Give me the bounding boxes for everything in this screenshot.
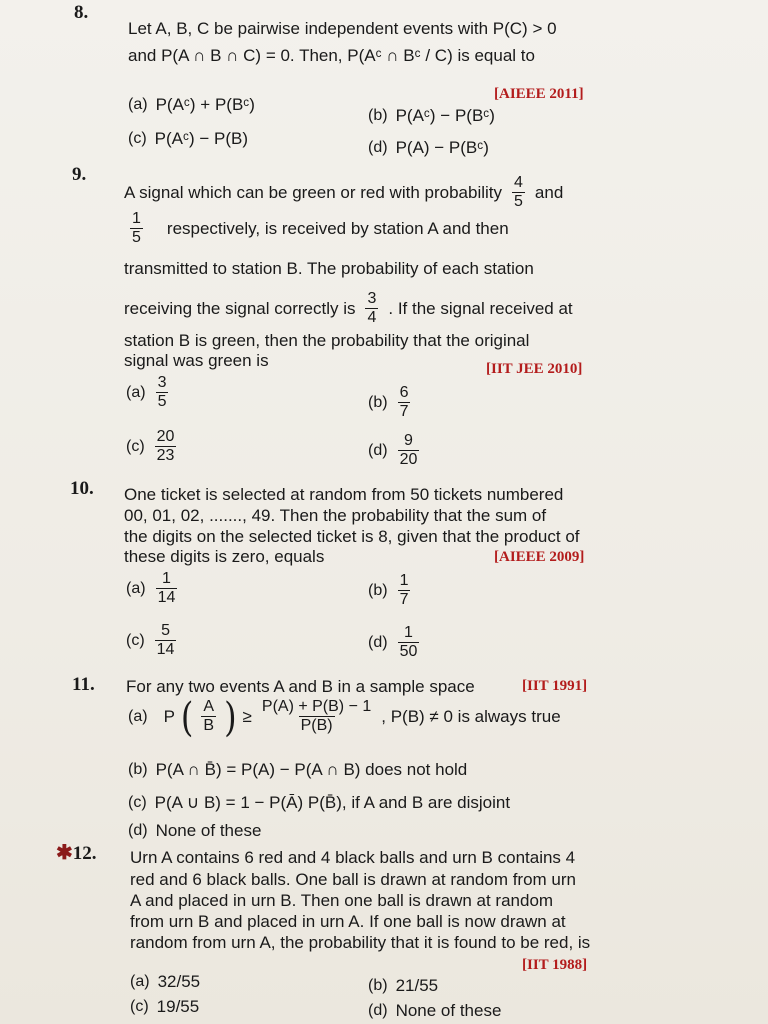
question-9-line-4-text: receiving the signal correctly is: [124, 299, 356, 318]
question-10-line-2: 00, 01, 02, ......., 49. Then the probability that the sum of: [124, 506, 547, 525]
fraction-numerator: 1: [404, 624, 413, 641]
option-fraction: [398, 624, 420, 661]
option-fraction: [155, 622, 177, 659]
option-label: (b): [368, 977, 388, 994]
fraction-numerator: 9: [404, 432, 413, 449]
probability-symbol: P: [163, 706, 175, 726]
option-label: (a): [126, 579, 146, 597]
question-10-line-1: One ticket is selected at random from 50 tickets numbered: [124, 485, 564, 504]
option-text: P(Aᶜ) − P(Bᶜ): [395, 106, 495, 125]
question-12-line-2: red and 6 black balls. One ball is drawn at random from urn: [130, 870, 577, 889]
option-text: 32/55: [157, 972, 201, 991]
fraction-denominator: 4: [367, 309, 377, 326]
option-label: (a): [126, 383, 146, 401]
option-label: (c): [126, 631, 145, 649]
question-11-option-a: [128, 692, 561, 741]
option-label: (d): [368, 1002, 388, 1019]
question-8-option-a: [128, 95, 255, 115]
fraction-numerator: 1: [162, 570, 171, 587]
fraction-denominator: P(B): [300, 717, 333, 734]
option-label: (c): [130, 998, 149, 1015]
question-9-exam-tag: [IIT JEE 2010]: [486, 361, 583, 377]
option-fraction: [156, 374, 169, 411]
option-label: (c): [128, 130, 147, 147]
question-12-number: [56, 840, 97, 865]
fraction-4-5: [512, 174, 525, 211]
fraction-denominator: 5: [132, 229, 141, 246]
question-9-line-2-text: respectively, is received by station A and then: [166, 219, 509, 238]
question-9-line-4: [124, 290, 573, 327]
question-10-exam-tag: [AIEEE 2009]: [494, 549, 585, 565]
question-12-option-a: [130, 972, 200, 992]
question-9-line-5: station B is green, then the probability that the original: [124, 331, 530, 350]
option-text: None of these: [155, 821, 262, 840]
question-10-line-3: the digits on the selected ticket is 8, given that the product of: [124, 527, 580, 546]
option-label: (b): [368, 107, 388, 124]
option-text: P(Aᶜ) − P(B): [154, 129, 249, 148]
question-12-line-1: Urn A contains 6 red and 4 black balls and urn B contains 4: [130, 848, 576, 867]
fraction-denominator: B: [203, 717, 215, 734]
fraction-denominator: 5: [514, 193, 523, 210]
question-10-option-a: [126, 570, 179, 607]
question-8-option-c: [128, 129, 248, 149]
option-label: (d): [368, 633, 388, 651]
fraction-numerator: 3: [157, 374, 167, 391]
fraction-denominator: 23: [156, 447, 175, 464]
question-12-exam-tag: [IIT 1988]: [522, 957, 588, 973]
question-12-option-b: [368, 976, 438, 996]
fraction-denominator: 7: [399, 403, 409, 420]
question-12-number-text: 12.: [72, 843, 97, 864]
question-9-option-b: [368, 384, 412, 421]
option-fraction: [398, 572, 411, 609]
question-11-number: 11.: [72, 674, 95, 695]
fraction-numerator: 5: [161, 622, 170, 639]
option-text: P(A ∪ B) = 1 − P(Ā) P(B̄), if A and B are disjoint: [154, 793, 511, 812]
fraction-denominator: 14: [157, 589, 176, 606]
question-8-number: 8.: [74, 2, 89, 23]
question-11-exam-tag: [IIT 1991]: [522, 678, 588, 694]
fraction-denominator: 5: [157, 393, 167, 410]
question-9-line-1: [124, 174, 563, 211]
option-label: (d): [128, 822, 148, 839]
question-9-line-6: signal was green is: [124, 351, 269, 370]
question-8-option-b: [368, 106, 495, 126]
question-8-exam-tag: [AIEEE 2011]: [494, 86, 584, 102]
option-tail-text: , P(B) ≠ 0 is always true: [381, 706, 561, 726]
question-9-line-1-text: A signal which can be green or red with probability: [124, 183, 502, 202]
question-8-option-d: [368, 138, 489, 158]
question-11-line-1: For any two events A and B in a sample space: [126, 677, 475, 696]
fraction-numerator: 6: [399, 384, 409, 401]
question-8-line-2: and P(A ∩ B ∩ C) = 0. Then, P(Aᶜ ∩ Bᶜ / C) is equal to: [128, 46, 535, 65]
question-12-line-3: A and placed in urn B. Then one ball is drawn at random: [130, 891, 554, 910]
question-9-option-d: [368, 432, 421, 469]
question-10-line-4: these digits is zero, equals: [124, 547, 325, 566]
option-label: (b): [368, 581, 388, 599]
option-label: (a): [130, 973, 150, 990]
fraction-denominator: 50: [399, 643, 418, 660]
fraction-numerator: 3: [367, 290, 377, 307]
fraction-denominator: 14: [156, 641, 175, 658]
option-text: P(Aᶜ) + P(Bᶜ): [155, 95, 255, 114]
question-12-option-d: [368, 1001, 501, 1021]
option-fraction: [398, 432, 420, 469]
conditional-fraction: [201, 698, 216, 735]
right-paren: ): [224, 692, 237, 741]
question-10-option-c: [126, 622, 178, 659]
option-label: (d): [368, 139, 388, 156]
fraction-numerator: P(A) + P(B) − 1: [261, 698, 372, 715]
option-label: (a): [128, 96, 148, 113]
option-label: (d): [368, 441, 388, 459]
option-text: None of these: [395, 1001, 502, 1020]
left-paren: (: [180, 692, 194, 741]
question-12-line-4: from urn B and placed in urn A. If one ball is now drawn at: [130, 912, 566, 931]
fraction-3-4: [365, 290, 378, 327]
option-label: (b): [128, 761, 148, 778]
question-9-option-c: [126, 428, 178, 465]
question-9-line-3: transmitted to station B. The probability of each station: [124, 259, 534, 278]
option-text: 21/55: [395, 976, 439, 995]
option-label: (c): [126, 437, 145, 455]
option-text: P(A) − P(Bᶜ): [395, 138, 489, 157]
option-fraction: [155, 428, 177, 465]
question-10-option-d: [368, 624, 421, 661]
option-label: (c): [128, 794, 147, 811]
question-8-line-1: Let A, B, C be pairwise independent events with P(C) > 0: [128, 19, 557, 38]
fraction-numerator: 1: [399, 572, 409, 589]
question-9-option-a: [126, 374, 170, 411]
option-text: P(A ∩ B̄) = P(A) − P(A ∩ B) does not hold: [155, 760, 468, 779]
question-12-line-5: random from urn A, the probability that it is found to be red, is: [130, 933, 591, 952]
question-9-line-2: [128, 210, 509, 247]
question-10-option-b: [368, 572, 412, 609]
fraction-numerator: 20: [156, 428, 175, 445]
question-11-option-b: [128, 760, 467, 780]
fraction-numerator: 1: [132, 210, 141, 227]
geq-symbol: ≥: [242, 706, 252, 726]
option-text: 19/55: [156, 997, 200, 1016]
fraction-1-5: [130, 210, 143, 247]
option-label: (b): [368, 393, 388, 411]
fraction-denominator: 7: [399, 591, 409, 608]
option-label: (a): [128, 707, 148, 725]
question-9-line-4-tail: . If the signal received at: [388, 299, 573, 318]
star-icon: ✱: [56, 842, 73, 864]
fraction-denominator: 20: [399, 451, 418, 468]
question-11-option-c: [128, 793, 510, 813]
question-11-option-d: [128, 821, 261, 841]
option-fraction: [156, 570, 178, 607]
fraction-numerator: 4: [514, 174, 523, 191]
question-12-option-c: [130, 997, 199, 1017]
option-fraction: [398, 384, 411, 421]
question-9-line-1-tail: and: [534, 183, 564, 202]
question-10-number: 10.: [70, 478, 94, 499]
rhs-fraction: [260, 698, 373, 735]
question-9-number: 9.: [72, 164, 87, 185]
fraction-numerator: A: [203, 698, 215, 715]
